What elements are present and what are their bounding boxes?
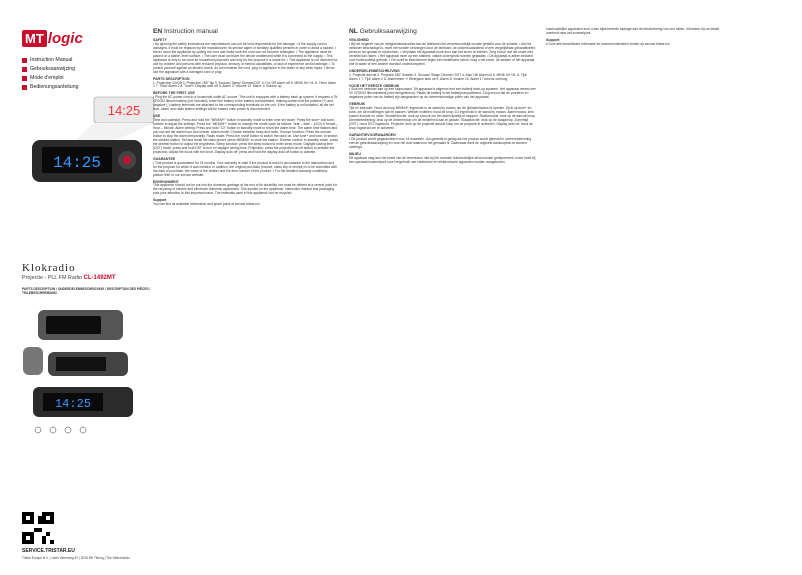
section-text: • By ignoring the safety instructions the manufacturer can not be held responsible for the damage. • If the supply cord is damaged, it must be replaced by the manufacturer, its service agent or similarly qualified persons in order to avoid a hazard. • Never move the appliance by pulling the cord and make sure the cord can not become entangled. • The appliance must be placed on a stable, level surface. • The user must not leave the device unattended while it is connected to the supply. • This appliance is only to be used for household purposes and only for the purpose it is made for. • This appliance is not intended for use by children and persons with reduced physical, sensory or mental capabilities, or lack of experience and knowledge. • To protect yourself against an electric shock, do not immerse the cord, plug or appliance in the water or any other liquid. • Never use the appliance with a damaged cord or plug. <box>153 41 338 74</box>
section-text: huishoudelijke apparaten kunt u aan bijbehorende bijdrage aan de bescherming van ons milieu. Informeer bij uw lokale overheid naar het inzamelpunt. <box>546 27 720 35</box>
section-text: • Bij het negeren van de veiligheidsinstructies kan de fabrikant niet verantwoordelijk worden gesteld voor de schade. • Als het netsnoer beschadigd is, moet het worden vervangen door de fabrikant, de onderhoudsdienst of een vergelijkbaar gekwalificeerd persoon om gevaar te voorkomen. • Verplaats het apparaat nooit door aan het snoer te trekken. Zorg ervoor dat het snoer niet verstrikt kan raken. • Het apparaat moet op een stabiele, vlakke ondergrond worden geplaatst. • Dit apparaat is alleen bedoeld voor huishoudelijk gebruik. • Om uzelf te beschermen tegen een elektrische schok, mag u het snoer, de stekker of het apparaat niet in water of een andere vloeistof onderdompelen. <box>349 41 536 66</box>
section-text: Tijd en kalender: Houd de knop MEM/M+ ingedrukt in de stand-by modus om de tijdinstelmodus te openen. Druk op tune+ en tune- om de instellingen aan te passen. Wekker instellen: houd de knop 1/2 ingedrukt in de stand-by modus. Alarmmodus: kies tussen zoemer en radio. Sluimerfunctie: druk op snooze om het alarm tijdelijk te stoppen. Radiomodus: druk op de aan/uit-knop. Dimmerbediening: druk op de dimmerknop om de helderheid aan te passen. Slaapfunctie: druk op de slaapknop. Zomertijd (DST): houd DST ingedrukt. Projectie: druk op de projectie aan/uit knop om de projectie te activeren. Display auto uit: houd de knop ingedrukt om te activeren. <box>349 106 536 131</box>
section-text: • Dit product wordt gegarandeerd voor 24 maanden. Uw garantie is geldig als het product wordt gebruikt in overeenstemming met de gebruiksaanwijzing en voor het doel waarvoor het gemaakt is. Daarnaast dient de originele aankoopbon te worden overlegd. <box>349 136 532 149</box>
section-text: 1. Projectie aan/uit 2. Projectie 180° draaien 3. Snooze/ Slaap/ Dimmer/ DST 4. Aan/ Uit/ Alarm uit 5. MEM/ M+/ M- 6. Tijd/ Alarm 1 7. Tijd/ Alarm 2 8. Afstemmen +/ Weergave auto uit 9. Alarm 2/ Volume 10. Alarm 1/ Volume omhoog <box>349 72 527 81</box>
language-item: Instruction Manual <box>22 57 78 63</box>
english-column <box>153 28 338 207</box>
parts-caption: PARTS DESCRIPTION / ONDERDELENBESCHRIJVING / DESCRIPTION DES PIÈCES / TEILEBESCHREIBUNG <box>22 287 151 295</box>
logo-text: logic <box>47 30 83 47</box>
section-text: Time and calendar: Press and hold the "MEM/M+" button in standby mode to enter time set mode. Press the tune+ and tune- buttons to adjust the settings. Press the "MEM/M+" button to change the mode cycle as follows: Year – date – 12/24 H format – Hour – Minute. Alarm setting: Press and hold "1/2" button in standby mode to show the alarm time. The alarm time flashes and you can set the alarm hour and minute. Alarm mode: Choose between beep and radio. Snooze function: Press the snooze button to stop the alarm temporarily. Radio mode: Press the on/off button to switch the radio on. Use tune+ and tune- to search the desired station. Set and recall the radio preset: press MEM/M+ to store the station. Dimmer control: in standby mode, press the dimmer button to adjust the brightness. Sleep function: press the sleep button to enter sleep mode. Daylight saving time (DST) mode: press and hold DST to turn on daylight saving time. Projection: press the projection on/off button to activate the projection. Adjust the focus with the knob. Display auto off: press and hold the display auto off button to activate. <box>153 118 338 154</box>
projected-time: 14:25 <box>107 103 141 118</box>
display-time: 14:25 <box>52 154 102 172</box>
language-list <box>22 57 78 93</box>
company-address: Tristar Europe B.V. | Jules Verneweg 87 | 5015 BH Tilburg | The Netherlands <box>22 556 130 560</box>
section-text: Dit apparaat mag aan het einde van de levensduur niet bij het normale huishoudelijke afval worden gedeponeerd, maar moet bij een speciaal inzamelpunt voor hergebruik van elektrische en elektronische apparaten worden aangeboden. <box>349 155 536 164</box>
section-heading: PARTS DESCRIPTION <box>153 76 190 81</box>
section-heading: Support <box>153 198 167 203</box>
section-heading: GARANTIEVOORWAARDEN <box>349 133 396 138</box>
product-name: Klokradio <box>22 262 76 274</box>
section-text: 1. Projection On/Off 2. Projection 180° flip 3. Snooze/ Sleep/ Dimmer/DST 4. On/ Off Alarm off 5. MEM/ M+/ M- 6. Time/ Alarm 1 7. Time/ Alarm 2 8. Tune+/ Display auto off 9. Alarm 2/ Volume 10. Alarm 1/ Volume up <box>153 80 337 89</box>
language-item: Mode d'emploi <box>22 75 78 81</box>
section-heading: MILIEU <box>349 151 361 156</box>
qr-code <box>22 512 54 544</box>
section-text: You can find all available information and spare parts at service.tristar.eu! <box>153 202 260 207</box>
section-text: This appliance should not be put into the domestic garbage at the end of its durability, but must be offered at a central point for the recycling of electric and electronic domestic appliances. This symbol on the appliance, instruction manual and packaging puts your attention to this important issue. The materials used in this appliance can be recycled. <box>153 183 337 196</box>
section-heading: ENVIRONMENT <box>153 179 179 184</box>
svg-text:14:25: 14:25 <box>54 397 92 411</box>
section-heading: GEBRUIK <box>349 102 366 107</box>
section-heading: SAFETY <box>153 38 167 42</box>
service-url: SERVICE.TRISTAR.EU <box>22 548 75 554</box>
section-text: U kunt alle beschikbare informatie en reserveonderdelen vinden op service.tristar.eu! <box>546 41 670 46</box>
nl-title: NL Gebruiksaanwijzing <box>349 28 417 35</box>
language-item: Bedienungsanleitung <box>22 84 78 90</box>
section-heading: GUARANTEE <box>153 156 176 161</box>
section-heading: Support <box>546 37 560 42</box>
product-image-parts <box>18 302 148 452</box>
section-heading: VOOR HET EERSTE GEBRUIK <box>349 83 400 88</box>
section-heading: USE <box>153 114 161 119</box>
brand-logo <box>22 30 83 47</box>
logo-box: MT <box>22 30 47 47</box>
section-text: • Plug the AC power cord to a household outlet AC source. This unit is equipped with a battery back up system, it requires a 3V CR2032 lithium battery (not included). Insert the battery in the battery compartment, making certain that the positive (+) and negative (-) battery terminals are attached to the corresponding terminals on the unit. If the battery is not installed, all the set time, alarm and radio station settings will be erased once power is disconnected. <box>153 95 338 112</box>
en-title: EN Instruction manual <box>153 28 218 35</box>
section-text: • This product is guaranteed for 24 months. Your warranty is valid if the product is used in accordance to the instructions and for the purpose for which it was created. In addition, the original purchase (invoice, sales slip or receipt) is to be submitted with the date of purchase, the name of the retailer and the item number of the product. • For the detailed warranty conditions, please refer to our service website. <box>153 160 337 177</box>
section-heading: VEILIGHEID <box>349 38 369 42</box>
language-item: Gebruiksaanwijzing <box>22 66 78 72</box>
dutch-column-continued <box>546 28 726 47</box>
product-subtitle: Projectie - PLL FM Radio CL-1492MT <box>22 275 116 281</box>
section-heading: BEFORE THE FIRST USE <box>153 91 195 96</box>
section-heading: ONDERDELENBESCHRIJVING <box>349 68 400 73</box>
cover-column <box>0 0 151 575</box>
dutch-column <box>349 28 536 165</box>
section-text: • Sluit het netsnoer aan op een stopcontact. Dit apparaat is uitgerust met een batterij back-up systeem. Het apparaat vereist een 3V CR2032 lithiumbatterij (niet meegeleverd). Plaats de batterij in het batterijcompartiment. Zorg ervoor dat de positieve en negatieve polen van de batterij zijn aangesloten op de overeenkomstige polen van het apparaat. <box>349 87 536 100</box>
